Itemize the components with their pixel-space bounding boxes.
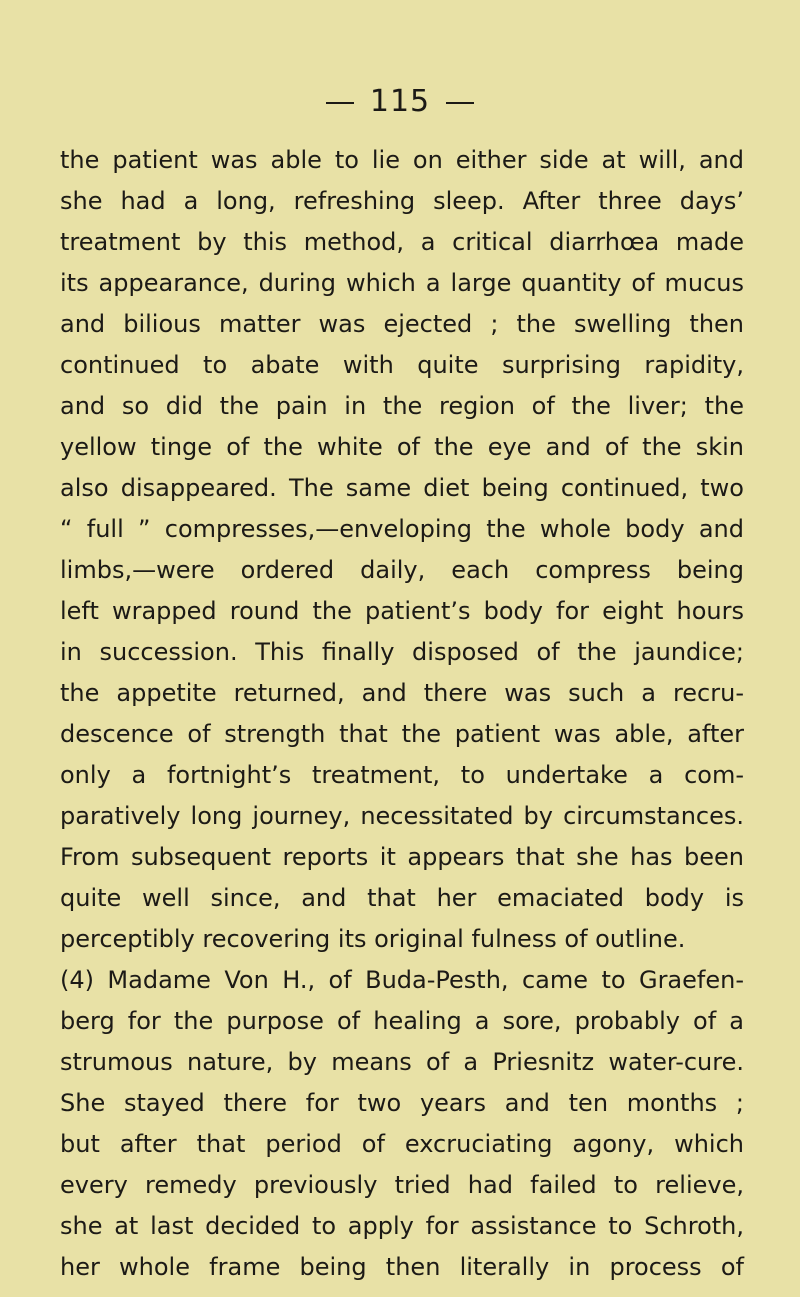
text-line: her whole frame being then literally in process of <box>60 1253 744 1281</box>
text-line: and bilious matter was ejected ; the swelling then <box>60 310 744 338</box>
header-dash-right <box>446 102 474 104</box>
page-header <box>0 82 800 122</box>
text-line: “ full ” compresses,—enveloping the whole body and <box>60 515 744 543</box>
text-line: she at last decided to apply for assistance to Schroth, <box>60 1212 744 1240</box>
header-dash-left <box>326 102 354 104</box>
text-line: berg for the purpose of healing a sore, probably of a <box>60 1007 744 1035</box>
text-line: but after that period of excruciating agony, which <box>60 1130 744 1158</box>
text-line: and so did the pain in the region of the liver; the <box>60 392 744 420</box>
text-line: the patient was able to lie on either side at will, and <box>60 146 744 174</box>
text-line: paratively long journey, necessitated by circumstances. <box>60 802 744 830</box>
page-number: 115 <box>369 84 431 119</box>
text-line: its appearance, during which a large quantity of mucus <box>60 269 744 297</box>
text-line: the appetite returned, and there was such a recru- <box>60 679 744 707</box>
text-line: descence of strength that the patient was able, after <box>60 720 744 748</box>
text-line: in succession. This finally disposed of the jaundice; <box>60 638 744 666</box>
text-line: left wrapped round the patient’s body for eight hours <box>60 597 744 625</box>
text-line: limbs,—were ordered daily, each compress being <box>60 556 744 584</box>
text-line: only a fortnight’s treatment, to undertake a com- <box>60 761 744 789</box>
text-line: (4) Madame Von H., of Buda-Pesth, came to Graefen- <box>60 966 744 994</box>
text-line: From subsequent reports it appears that she has been <box>60 843 744 871</box>
text-line: perceptibly recovering its original fulness of outline. <box>60 925 686 953</box>
text-line: quite well since, and that her emaciated body is <box>60 884 744 912</box>
text-line: she had a long, refreshing sleep. After three days’ <box>60 187 744 215</box>
text-line: also disappeared. The same diet being continued, two <box>60 474 744 502</box>
text-line: yellow tinge of the white of the eye and of the skin <box>60 433 744 461</box>
text-line: every remedy previously tried had failed to relieve, <box>60 1171 744 1199</box>
text-line: continued to abate with quite surprising rapidity, <box>60 351 744 379</box>
text-line: treatment by this method, a critical diarrhœa made <box>60 228 744 256</box>
text-line: She stayed there for two years and ten months ; <box>60 1089 744 1117</box>
text-line: strumous nature, by means of a Priesnitz water-cure. <box>60 1048 744 1076</box>
body-text <box>60 140 744 1288</box>
